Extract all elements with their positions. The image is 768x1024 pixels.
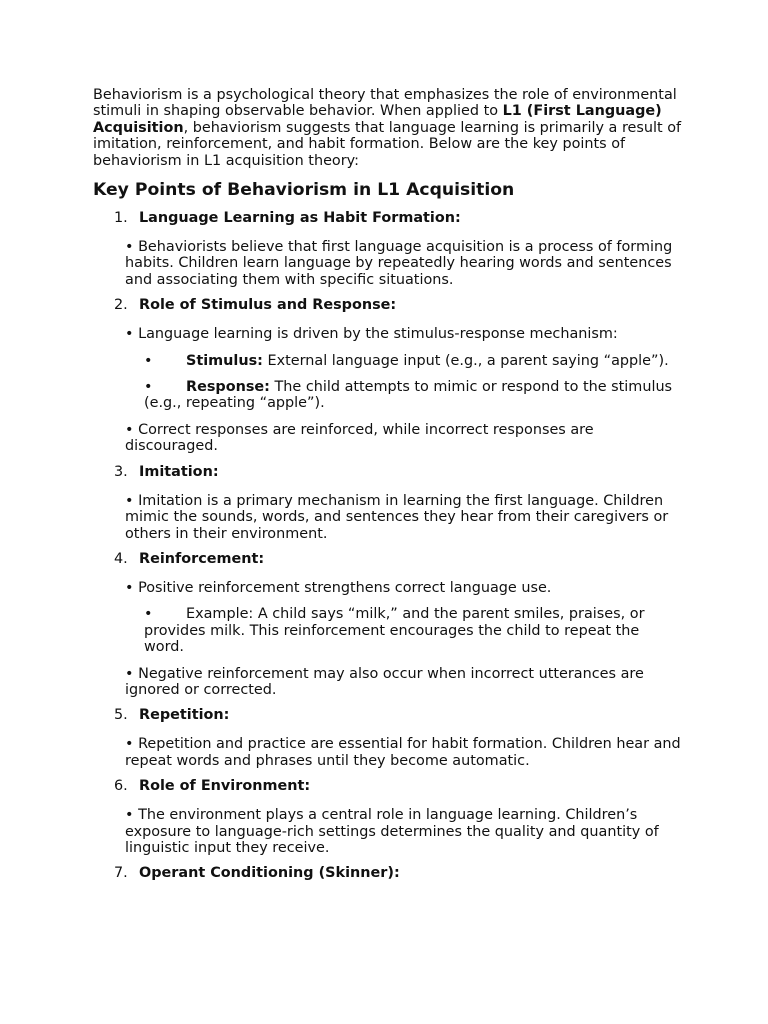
sub-bullet-label: Stimulus: <box>186 352 263 369</box>
item-heading <box>93 707 683 725</box>
item-number: 6. <box>114 778 128 795</box>
item-title: Operant Conditioning (Skinner): <box>139 865 400 882</box>
list-item-7 <box>93 865 683 883</box>
bullet-glyph: • <box>144 352 153 369</box>
item-title: Role of Environment: <box>139 778 311 795</box>
sub-bullet <box>144 379 683 412</box>
item-paragraph: • Positive reinforcement strengthens correct language use. <box>125 579 552 596</box>
sub-bullet-text: Example: A child says “milk,” and the parent smiles, praises, or provides milk. This reinforcement encourages the child to repeat the word. <box>144 606 645 656</box>
item-followup-paragraph: • Correct responses are reinforced, while incorrect responses are discouraged. <box>125 421 594 455</box>
sub-bullet <box>144 353 683 369</box>
item-heading <box>93 865 683 883</box>
list-item-4 <box>93 551 683 698</box>
list-item-1 <box>93 210 683 288</box>
item-number: 4. <box>114 550 128 567</box>
list-item-6 <box>93 778 683 856</box>
item-number: 5. <box>114 707 128 724</box>
sub-bullet-label: Response: <box>186 379 270 396</box>
item-heading <box>93 778 683 796</box>
item-number: 7. <box>114 865 128 882</box>
item-followup-paragraph: • Negative reinforcement may also occur when incorrect utterances are ignored or corrected. <box>125 665 644 698</box>
item-heading <box>93 297 683 315</box>
sub-bullet-text: The child attempts to mimic or respond to the stimulus (e.g., repeating “apple”). <box>144 379 673 412</box>
sub-bullet-text: External language input (e.g., a parent saying “apple”). <box>262 352 669 369</box>
item-title: Repetition: <box>139 707 230 724</box>
item-heading <box>93 210 683 228</box>
item-paragraph: • The environment plays a central role in language learning. Children’s exposure to language-rich settings determines the quality and quantity of linguistic input they receive. <box>125 807 659 856</box>
bullet-glyph: • <box>144 379 153 396</box>
item-number: 2. <box>114 297 128 314</box>
item-number: 3. <box>114 463 128 480</box>
intro-text-1: Behaviorism is a psychological theory that emphasizes the role of environmental stimuli in shaping observable behavior. When applied to <box>93 87 677 120</box>
list-item-3 <box>93 464 683 542</box>
document-page <box>93 87 683 883</box>
intro-paragraph <box>93 87 683 169</box>
intro-text-2: , behaviorism suggests that language learning is primarily a result of imitation, reinforcement, and habit formation. Below are the key points of behaviorism in L1 acquisition theory: <box>93 119 682 169</box>
item-paragraph: • Imitation is a primary mechanism in learning the first language. Children mimic the sounds, words, and sentences they hear from their caregivers or others in their environment. <box>125 492 669 542</box>
item-title: Language Learning as Habit Formation: <box>139 210 461 227</box>
item-paragraph: • Behaviorists believe that first language acquisition is a process of forming habits. Children learn language by repeatedly hearing words and sentences and associating them with specific situations. <box>125 239 673 288</box>
item-title: Imitation: <box>139 463 219 480</box>
item-title: Reinforcement: <box>139 550 265 567</box>
section-heading: Key Points of Behaviorism in L1 Acquisition <box>93 180 515 201</box>
item-heading <box>93 551 683 569</box>
item-paragraph: • Repetition and practice are essential for habit formation. Children hear and repeat words and phrases until they become automatic. <box>125 736 681 769</box>
item-number: 1. <box>114 210 128 227</box>
list-item-5 <box>93 707 683 769</box>
item-title: Role of Stimulus and Response: <box>139 297 397 314</box>
item-heading <box>93 464 683 482</box>
list-item-2 <box>93 297 683 454</box>
intro-bold-term: L1 (First Language) Acquisition <box>93 103 662 136</box>
bullet-glyph: • <box>144 606 153 623</box>
item-paragraph: • Language learning is driven by the stimulus-response mechanism: <box>125 326 618 343</box>
sub-bullet <box>144 606 683 655</box>
